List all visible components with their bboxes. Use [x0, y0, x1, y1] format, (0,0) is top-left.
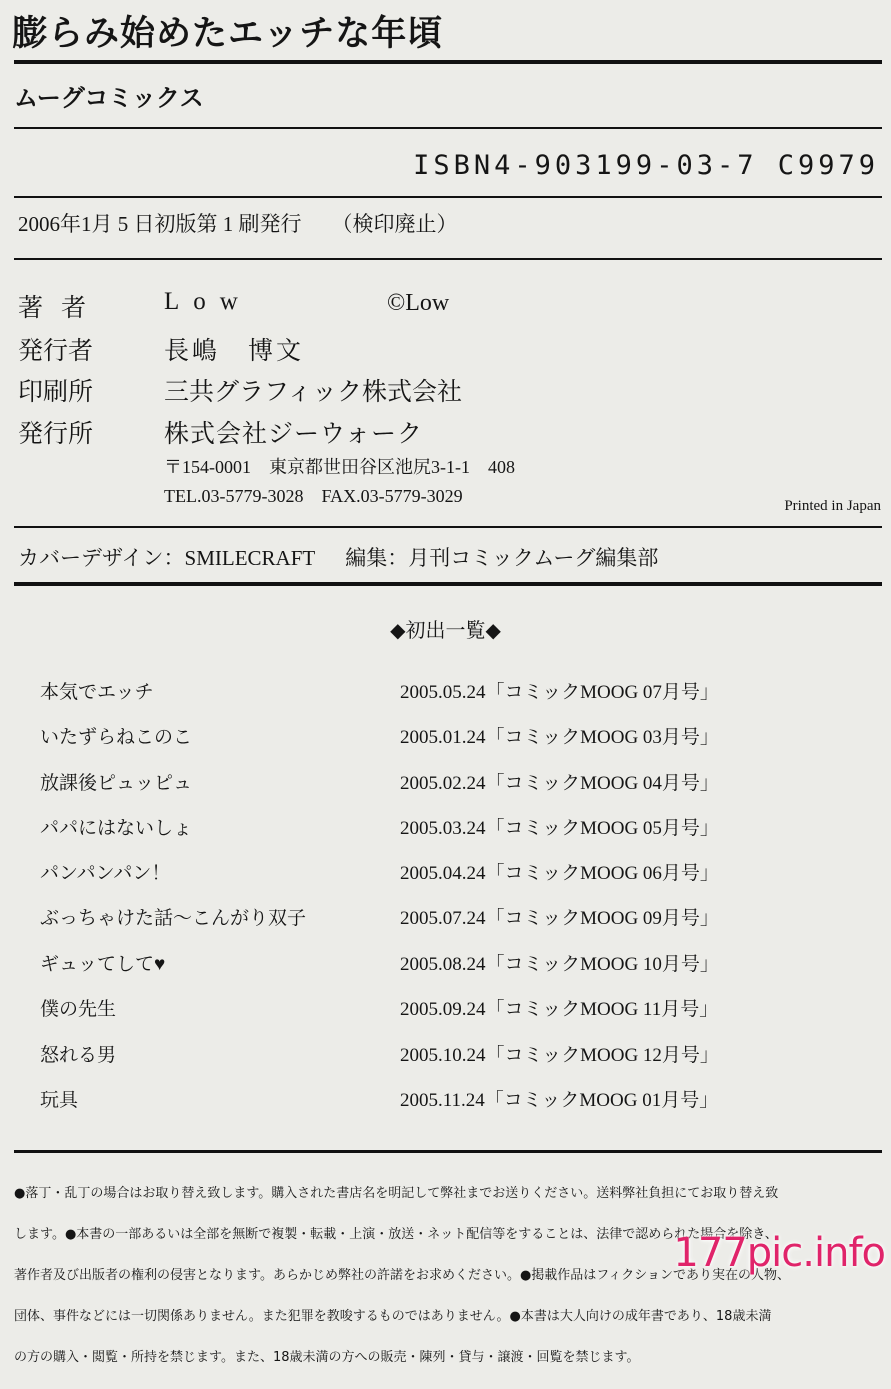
- credits-rule: [14, 526, 882, 528]
- author-name: Low: [164, 288, 252, 315]
- book-title: 膨らみ始めたエッチな年頃: [12, 14, 444, 54]
- list-item-source: 2005.09.24「コミックMOOG 11月号」: [400, 999, 719, 1020]
- edition-rule: [14, 258, 882, 260]
- list-item-title: 僕の先生: [40, 999, 117, 1020]
- list-item-source: 2005.11.24「コミックMOOG 01月号」: [400, 1090, 719, 1111]
- author-label: 著者: [18, 295, 105, 322]
- staff-rule: [14, 582, 882, 586]
- staff-credits: [18, 542, 658, 572]
- list-item-source: 2005.05.24「コミックMOOG 07月号」: [400, 682, 719, 703]
- edition-info: [18, 208, 458, 238]
- first-publication-heading: ◆初出一覧◆: [390, 620, 501, 642]
- list-item-source: 2005.08.24「コミックMOOG 10月号」: [400, 954, 719, 975]
- office-name: 株式会社ジーウォーク: [164, 421, 424, 448]
- list-item-source: 2005.10.24「コミックMOOG 12月号」: [400, 1045, 719, 1066]
- isbn-rule: [14, 196, 882, 198]
- editor-credit: 編集：月刊コミックムーグ編集部: [345, 546, 659, 570]
- isbn-code: ISBN4-903199-03-7 C9979: [413, 150, 879, 181]
- list-item-source: 2005.03.24「コミックMOOG 05月号」: [400, 818, 719, 839]
- list-item-title: パンパンパン！: [40, 863, 171, 884]
- publisher-name: 長嶋 博文: [164, 338, 305, 365]
- printer-name: 三共グラフィック株式会社: [164, 379, 463, 406]
- legal-note-line: ●落丁・乱丁の場合はお取り替え致します。購入された書店名を明記して弊社までお送りください。送料弊社負担にてお取り替え致: [14, 1185, 779, 1201]
- imprint-rule: [14, 127, 882, 129]
- legal-note-line: 団体、事件などには一切関係ありません。また犯罪を教唆するものではありません。●本書は大人向けの成年書であり、18歳未満: [14, 1308, 772, 1324]
- list-item-source: 2005.02.24「コミックMOOG 04月号」: [400, 773, 719, 794]
- list-item-title: ギュッてして♥: [40, 954, 166, 975]
- notes-rule: [14, 1150, 882, 1153]
- edition-date: 2006年1月 5 日初版第 1 刷発行: [18, 212, 302, 236]
- copyright-notice: ©Low: [387, 290, 450, 316]
- publisher-label: 発行者: [18, 338, 94, 365]
- office-address: 〒154-0001 東京都世田谷区池尻3-1-1 408: [164, 457, 515, 477]
- list-item-title: パパにはないしょ: [40, 818, 193, 839]
- list-item-title: 怒れる男: [40, 1045, 117, 1066]
- cover-design-credit: カバーデザイン：SMILECRAFT: [18, 546, 316, 570]
- list-item-title: 本気でエッチ: [40, 682, 154, 703]
- legal-note-line: の方の購入・閲覧・所持を禁じます。また、18歳未満の方への販売・陳列・貸与・譲渡・回覧を禁じます。: [14, 1349, 640, 1365]
- legal-note-line: 著作者及び出版者の権利の侵害となります。あらかじめ弊社の許諾をお求めください。●掲載作品はフィクションであり実在の人物、: [14, 1267, 791, 1283]
- title-rule: [14, 60, 882, 64]
- seal-abolished-note: （検印廃止）: [331, 212, 458, 236]
- site-watermark: 177pic.info: [673, 1230, 885, 1276]
- printer-label: 印刷所: [18, 379, 94, 406]
- list-item-title: 玩具: [40, 1090, 79, 1111]
- list-item-source: 2005.01.24「コミックMOOG 03月号」: [400, 727, 719, 748]
- list-item-source: 2005.04.24「コミックMOOG 06月号」: [400, 863, 719, 884]
- list-item-title: 放課後ピュッピュ: [40, 773, 193, 794]
- legal-note-line: します。●本書の一部あるいは全部を無断で複製・転載・上演・放送・ネット配信等をすることは、法律で認められた場合を除き、: [14, 1226, 778, 1242]
- imprint-label: ムーグコミックス: [14, 84, 204, 112]
- office-label: 発行所: [18, 421, 94, 448]
- list-item-title: いたずらねこのこ: [40, 727, 193, 748]
- list-item-title: ぶっちゃけた話～こんがり双子: [40, 908, 307, 929]
- office-phone-fax: TEL.03-5779-3028 FAX.03-5779-3029: [164, 486, 463, 506]
- list-item-source: 2005.07.24「コミックMOOG 09月号」: [400, 908, 719, 929]
- printed-in-japan: Printed in Japan: [784, 498, 881, 514]
